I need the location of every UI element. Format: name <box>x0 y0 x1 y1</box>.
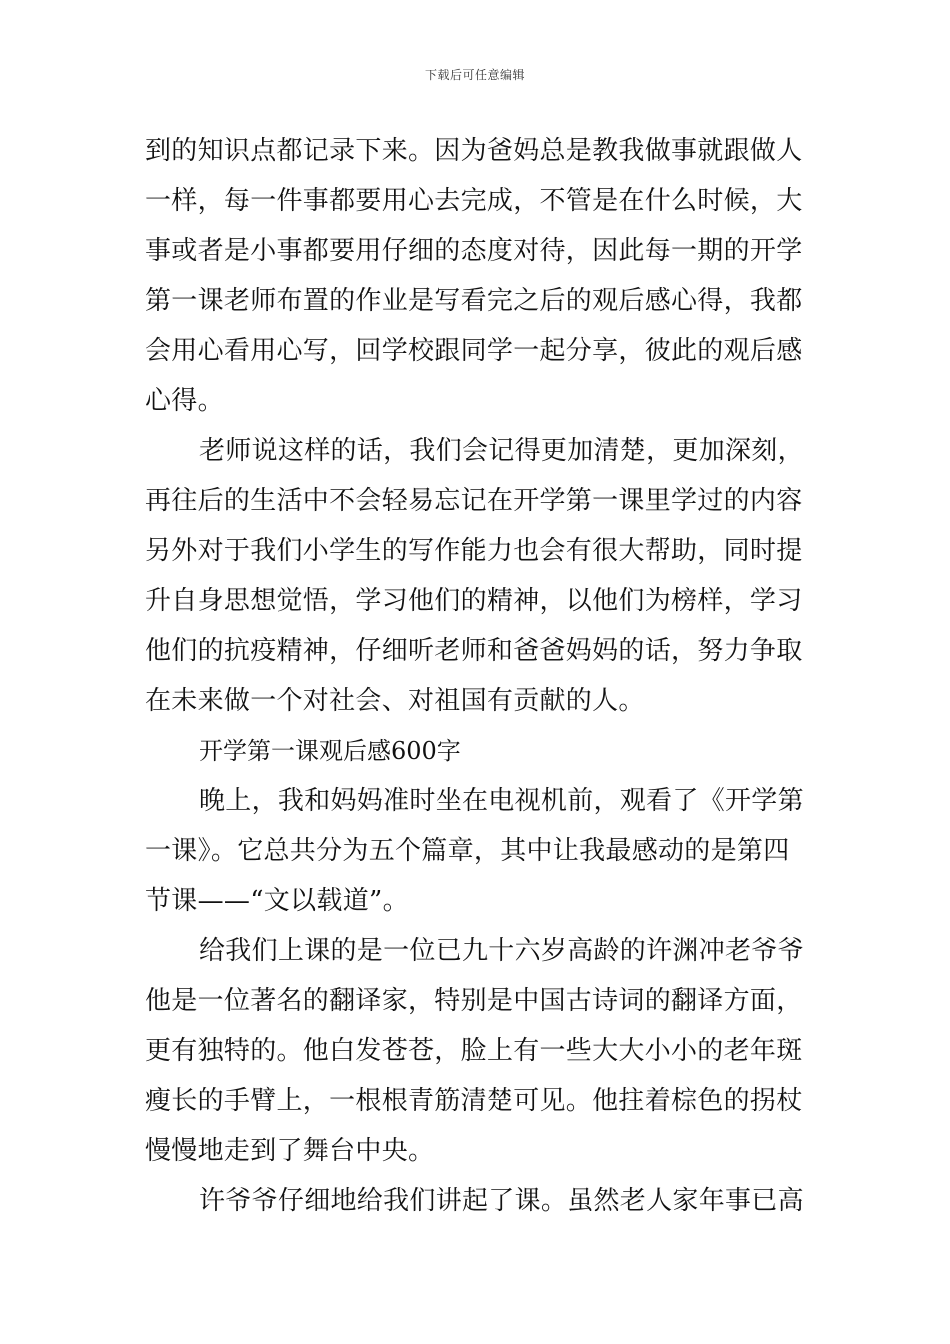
section-heading: 开学第一课观后感600字 <box>199 737 461 765</box>
text-line: 会用心看用心写，回学校跟同学一起分享，彼此的观后感 <box>145 336 803 366</box>
text-line: 晚上，我和妈妈准时坐在电视机前，观看了《开学第 <box>199 786 804 816</box>
text-line: 在未来做一个对社会、对祖国有贡献的人。 <box>145 686 645 716</box>
page-header: 下载后可任意编辑 <box>424 68 525 82</box>
text-line: 升自身思想觉悟，学习他们的精神，以他们为榜样，学习 <box>145 586 803 616</box>
text-line: 瘦长的手臂上，一根根青筋清楚可见。他拄着棕色的拐杖 <box>145 1086 803 1116</box>
text-line: 节课——“文以载道”。 <box>145 886 409 916</box>
text-line: 给我们上课的是一位已九十六岁高龄的许渊冲老爷爷 <box>199 936 804 966</box>
text-line: 慢慢地走到了舞台中央。 <box>145 1136 435 1166</box>
document-body <box>145 126 809 1226</box>
text-line: 心得。 <box>145 386 224 416</box>
text-line: 事或者是小事都要用仔细的态度对待，因此每一期的开学 <box>145 236 803 266</box>
text-line: 到的知识点都记录下来。因为爸妈总是教我做事就跟做人 <box>145 136 803 166</box>
text-line: 一样，每一件事都要用心去完成，不管是在什么时候，大 <box>145 186 803 216</box>
text-line: 更有独特的。他白发苍苍，脸上有一些大大小小的老年斑 <box>145 1036 803 1066</box>
text-line: 他们的抗疫精神，仔细听老师和爸爸妈妈的话，努力争取 <box>145 636 803 666</box>
text-line: 再往后的生活中不会轻易忘记在开学第一课里学过的内容 <box>145 486 803 516</box>
text-line: 第一课老师布置的作业是写看完之后的观后感心得，我都 <box>145 286 803 316</box>
text-line: 他是一位著名的翻译家，特别是中国古诗词的翻译方面， <box>145 986 803 1016</box>
text-line: 另外对于我们小学生的写作能力也会有很大帮助，同时提 <box>145 536 803 566</box>
text-line: 一课》。它总共分为五个篇章，其中让我最感动的是第四 <box>145 836 790 866</box>
text-line: 许爷爷仔细地给我们讲起了课。虽然老人家年事已高 <box>199 1186 804 1216</box>
text-line: 老师说这样的话，我们会记得更加清楚，更加深刻， <box>199 436 804 466</box>
